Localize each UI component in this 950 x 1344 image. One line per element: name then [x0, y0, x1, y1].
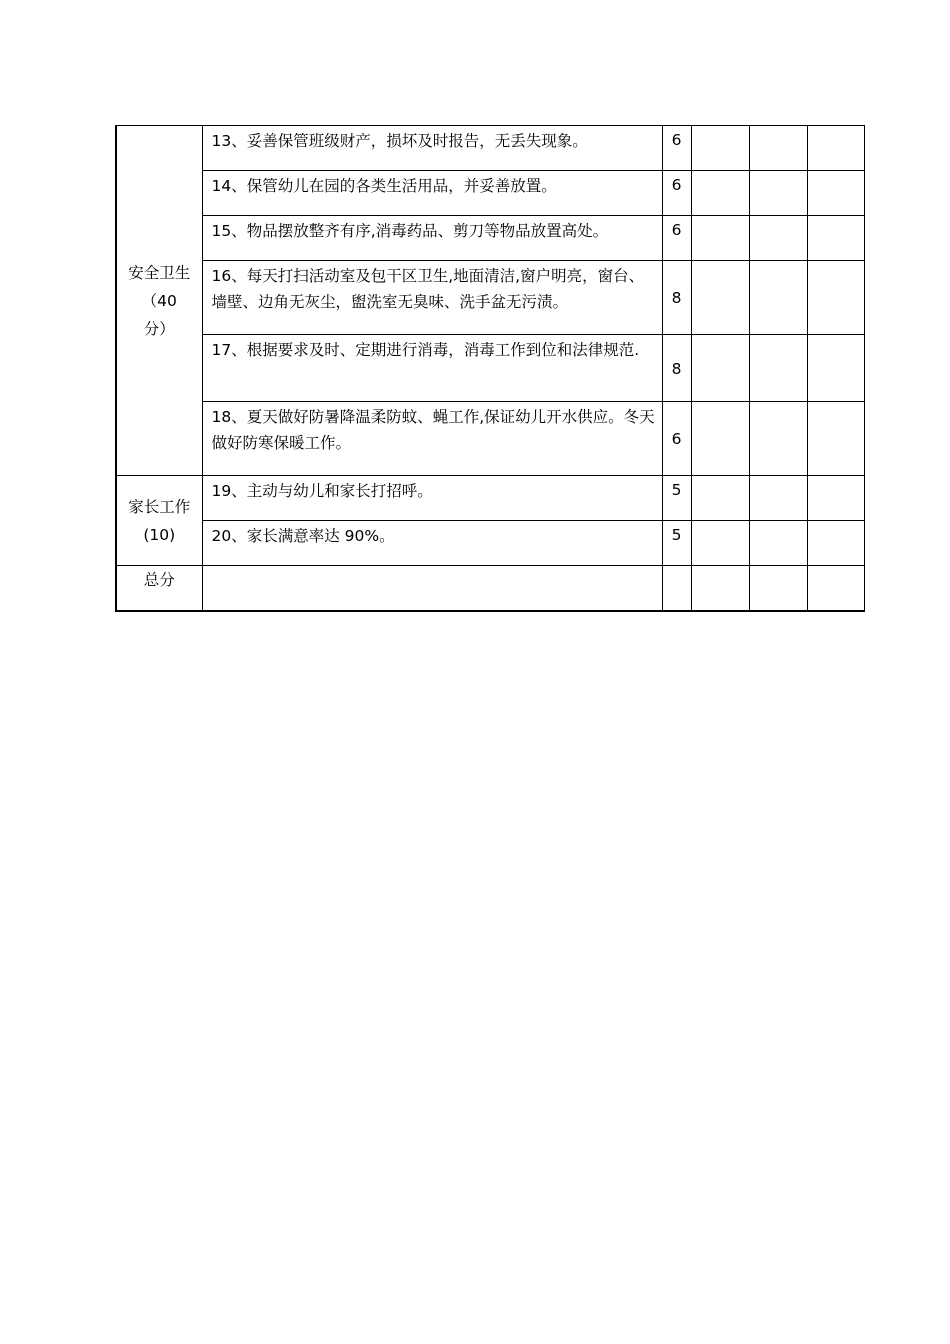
blank-cell	[749, 476, 807, 521]
blank-cell	[202, 566, 662, 611]
item-text: 15、物品摆放整齐有序,消毒药品、剪刀等物品放置高处。	[202, 216, 662, 261]
blank-cell	[749, 335, 807, 402]
table-row	[116, 402, 864, 476]
table-row	[116, 261, 864, 335]
blank-cell	[691, 216, 749, 261]
blank-cell	[807, 476, 864, 521]
item-text: 19、主动与幼儿和家长打招呼。	[202, 476, 662, 521]
blank-cell	[749, 171, 807, 216]
blank-cell	[749, 126, 807, 171]
item-score: 6	[662, 216, 691, 261]
blank-cell	[691, 476, 749, 521]
blank-cell	[807, 402, 864, 476]
blank-cell	[807, 335, 864, 402]
category-line: （40	[141, 291, 177, 310]
blank-cell	[691, 402, 749, 476]
item-score: 6	[662, 402, 691, 476]
table-row	[116, 171, 864, 216]
item-text: 20、家长满意率达 90%。	[202, 521, 662, 566]
blank-cell	[691, 171, 749, 216]
evaluation-table	[115, 125, 865, 612]
table-row	[116, 521, 864, 566]
blank-cell	[749, 216, 807, 261]
item-text: 16、每天打扫活动室及包干区卫生,地面清洁,窗户明亮，窗台、墙壁、边角无灰尘，盥洗室无臭味、洗手盆无污渍。	[202, 261, 662, 335]
blank-cell	[691, 335, 749, 402]
blank-cell	[807, 216, 864, 261]
blank-cell	[749, 261, 807, 335]
blank-cell	[691, 566, 749, 611]
category-line: 安全卫生	[128, 263, 191, 282]
item-score: 6	[662, 171, 691, 216]
item-score: 8	[662, 261, 691, 335]
blank-cell	[749, 566, 807, 611]
blank-cell	[807, 261, 864, 335]
blank-cell	[807, 126, 864, 171]
category-line: (10)	[143, 525, 176, 544]
table-row	[116, 126, 864, 171]
blank-cell	[749, 402, 807, 476]
blank-cell	[662, 566, 691, 611]
category-line: 分）	[143, 319, 175, 338]
table-row	[116, 216, 864, 261]
item-text: 13、妥善保管班级财产，损坏及时报告，无丢失现象。	[202, 126, 662, 171]
item-score: 5	[662, 521, 691, 566]
item-score: 6	[662, 126, 691, 171]
item-text: 17、根据要求及时、定期进行消毒，消毒工作到位和法律规范.	[202, 335, 662, 402]
blank-cell	[691, 261, 749, 335]
blank-cell	[749, 521, 807, 566]
item-text: 18、夏天做好防暑降温柔防蚊、蝇工作,保证幼儿开水供应。冬天做好防寒保暖工作。	[202, 402, 662, 476]
blank-cell	[691, 521, 749, 566]
item-score: 8	[662, 335, 691, 402]
blank-cell	[807, 171, 864, 216]
total-row	[116, 566, 864, 611]
category-cell-parent-work	[116, 476, 202, 566]
category-line: 家长工作	[128, 497, 191, 516]
item-score: 5	[662, 476, 691, 521]
category-cell-safety-hygiene	[116, 126, 202, 476]
item-text: 14、保管幼儿在园的各类生活用品，并妥善放置。	[202, 171, 662, 216]
total-label: 总分	[116, 566, 202, 611]
blank-cell	[691, 126, 749, 171]
blank-cell	[807, 521, 864, 566]
table-row	[116, 476, 864, 521]
blank-cell	[807, 566, 864, 611]
table-row	[116, 335, 864, 402]
